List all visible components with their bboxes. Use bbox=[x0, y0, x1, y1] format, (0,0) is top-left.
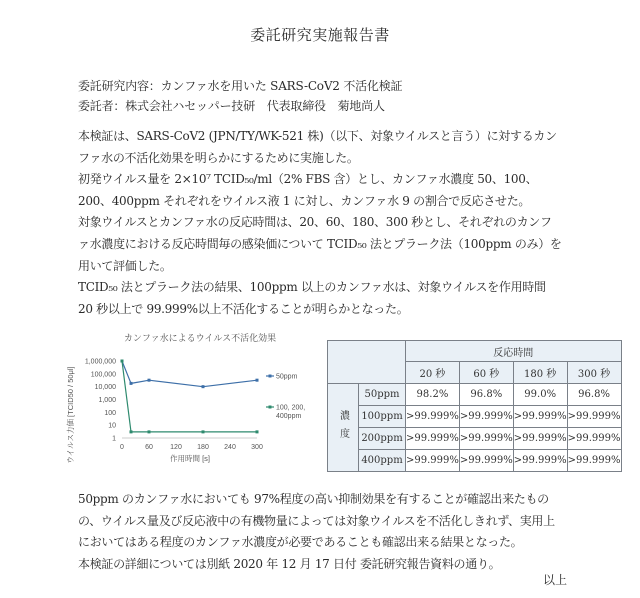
data-point bbox=[202, 430, 205, 433]
data-point bbox=[148, 379, 151, 382]
y-axis-ticks bbox=[85, 359, 116, 443]
body-text bbox=[78, 126, 563, 320]
reaction-time-header: 反応時間 bbox=[406, 341, 622, 362]
data-point bbox=[256, 379, 259, 382]
conclusion-text bbox=[78, 489, 563, 575]
row-label: 200ppm bbox=[359, 428, 406, 450]
results-table bbox=[327, 340, 622, 472]
body-paragraph-2: 初発ウイルス量を 2×10⁷ TCID₅₀/ml（2% FBS 含）とし、カンファ水濃度 50、100、200、400ppm それぞれをウイルス液 1 に対し、カンファ水 9 の割合で反応させた。 bbox=[78, 172, 538, 208]
table-cell: >99.999% bbox=[567, 406, 621, 428]
table-row bbox=[328, 428, 622, 450]
table-cell: >99.999% bbox=[406, 406, 460, 428]
data-point bbox=[148, 430, 151, 433]
y-tick-label: 1,000,000 bbox=[84, 358, 116, 366]
x-tick-label: 240 bbox=[224, 444, 236, 451]
table-cell: >99.999% bbox=[459, 450, 513, 472]
table-cell: 98.2% bbox=[406, 384, 460, 406]
chart-ylabel: ウイルス力価 [TCID50 / 50μl] bbox=[66, 366, 75, 464]
chart-title: カンファ水によるウイルス不活化効果 bbox=[123, 333, 277, 343]
closing-mark: 以上 bbox=[543, 573, 568, 587]
table-row bbox=[328, 384, 622, 406]
conclusion-paragraph-1: 50ppm のカンファ水においても 97%程度の高い抑制効果を有することが確認出来たものの、ウイルス量及び反応液中の有機物量によっては対象ウイルスを不活化しきれず、実用上においてはある程度のカンファ水濃度が必要であることも確認出来る結果となった。 bbox=[78, 492, 555, 550]
y-tick-label: 10 bbox=[108, 422, 116, 430]
table-corner bbox=[328, 341, 406, 384]
row-label: 400ppm bbox=[359, 450, 406, 472]
y-tick-label: 100,000 bbox=[90, 371, 116, 379]
table-cell: 99.0% bbox=[513, 384, 567, 406]
table-cell: >99.999% bbox=[567, 428, 621, 450]
chart-svg bbox=[60, 325, 320, 475]
table-cell: >99.999% bbox=[567, 450, 621, 472]
data-point bbox=[256, 430, 259, 433]
chart-xlabel: 作用時間 [s] bbox=[169, 454, 211, 463]
table-cell: >99.999% bbox=[459, 428, 513, 450]
table-cell: >99.999% bbox=[406, 428, 460, 450]
inactivation-chart bbox=[60, 325, 320, 475]
table-cell: >99.999% bbox=[459, 406, 513, 428]
table-row bbox=[328, 450, 622, 472]
table-cell: 96.8% bbox=[459, 384, 513, 406]
concentration-label: 濃度 bbox=[328, 384, 359, 472]
x-tick-label: 0 bbox=[120, 444, 124, 451]
y-tick-label: 100 bbox=[104, 409, 116, 417]
row-label: 100ppm bbox=[359, 406, 406, 428]
time-header-20: 20 秒 bbox=[406, 362, 460, 384]
time-header-180: 180 秒 bbox=[513, 362, 567, 384]
conclusion-paragraph-2: 本検証の詳細については別紙 2020 年 12 月 17 日付 委託研究報告資料の通り。 bbox=[78, 556, 501, 571]
x-tick-label: 300 bbox=[251, 444, 263, 451]
legend-label: 100, 200, bbox=[276, 404, 306, 412]
y-tick-label: 1,000 bbox=[98, 397, 116, 404]
body-paragraph-3: 対象ウイルスとカンファ水の反応時間は、20、60、180、300 秒とし、それぞれのカンファ水濃度における反応時間毎の感染価について TCID₅₀ 法とプラーク法（100ppm のみ）を用いて評価した。 bbox=[78, 215, 562, 273]
legend-label: 400ppm bbox=[276, 413, 302, 420]
research-content-line: 委託研究内容：カンファ水を用いた SARS-CoV2 不活化検証 bbox=[78, 79, 403, 93]
table-cell: 96.8% bbox=[567, 384, 621, 406]
data-point bbox=[130, 430, 133, 433]
data-point bbox=[121, 360, 124, 363]
time-header-60: 60 秒 bbox=[459, 362, 513, 384]
x-tick-label: 60 bbox=[145, 444, 153, 451]
x-tick-label: 180 bbox=[197, 444, 209, 451]
series-line bbox=[122, 361, 257, 432]
client-line: 委託者：株式会社ハセッパー技研 代表取締役 菊地尚人 bbox=[78, 99, 385, 113]
table-cell: >99.999% bbox=[513, 406, 567, 428]
row-label: 50ppm bbox=[359, 384, 406, 406]
chart-legend bbox=[266, 374, 305, 421]
data-point bbox=[202, 385, 205, 388]
data-point bbox=[130, 382, 133, 385]
table-cell: >99.999% bbox=[406, 450, 460, 472]
table-cell: >99.999% bbox=[513, 428, 567, 450]
time-header-300: 300 秒 bbox=[567, 362, 621, 384]
y-tick-label: 10,000 bbox=[94, 384, 116, 392]
chart-series bbox=[121, 360, 259, 434]
series-line bbox=[122, 361, 257, 387]
document-title: 委託研究実施報告書 bbox=[250, 26, 390, 44]
x-tick-label: 120 bbox=[170, 444, 182, 451]
table-row bbox=[328, 406, 622, 428]
body-paragraph-1: 本検証は、SARS-CoV2 (JPN/TY/WK-521 株)（以下、対象ウイルスと言う）に対するカンファ水の不活化効果を明らかにするために実施した。 bbox=[78, 129, 557, 165]
y-tick-label: 1 bbox=[112, 435, 116, 443]
table-cell: >99.999% bbox=[513, 450, 567, 472]
x-axis-ticks bbox=[120, 444, 263, 451]
legend-label: 50ppm bbox=[276, 373, 298, 381]
body-paragraph-4: TCID₅₀ 法とプラーク法の結果、100ppm 以上のカンファ水は、対象ウイルスを作用時間 20 秒以上で 99.999%以上不活化することが明らかとなった。 bbox=[78, 280, 546, 316]
